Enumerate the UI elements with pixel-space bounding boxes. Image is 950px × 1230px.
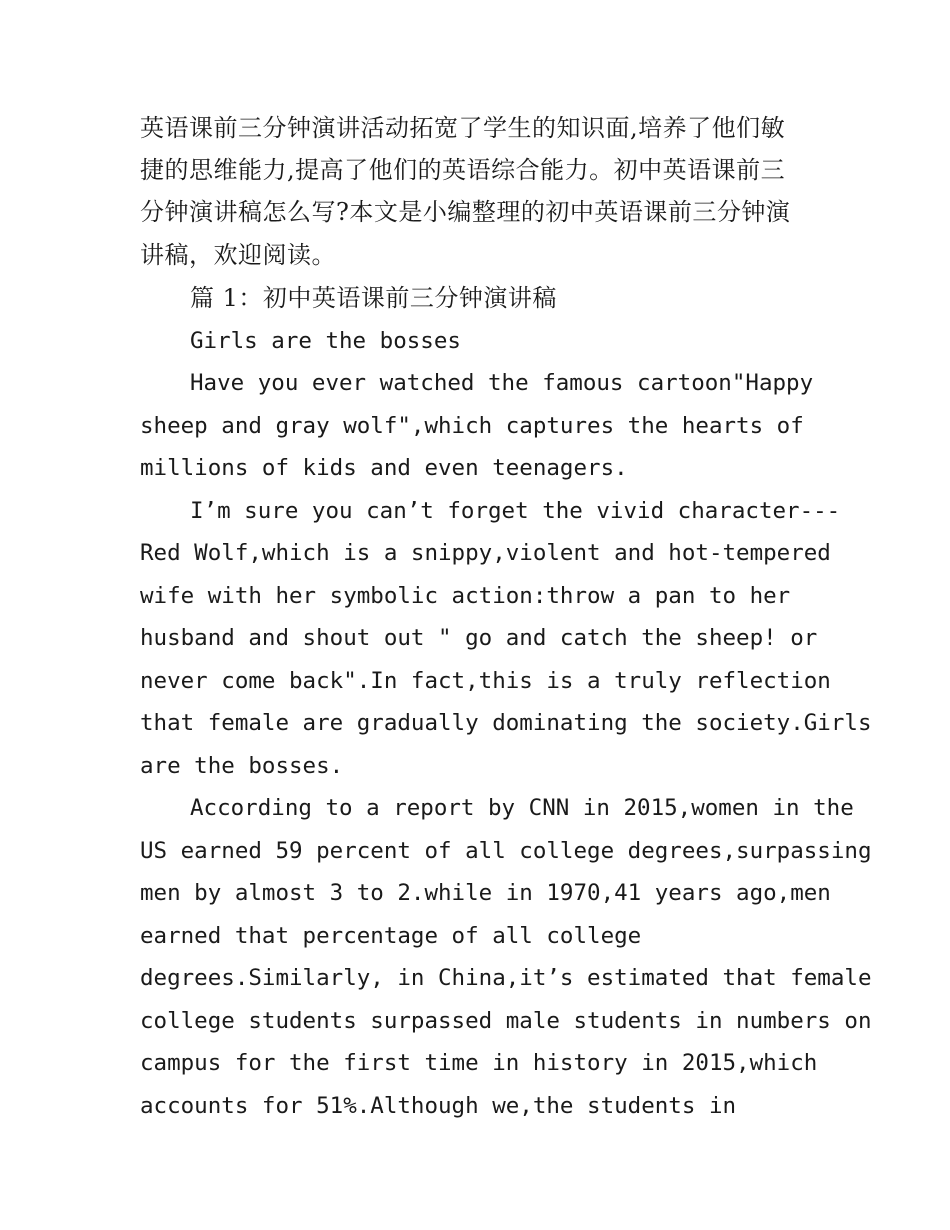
paragraph-2-line-2: Red Wolf,which is a snippy,violent and hot-tempered: [140, 540, 831, 566]
paragraph-1-line-2: sheep and gray wolf",which captures the hearts of: [140, 413, 804, 439]
paragraph-3-line-7: campus for the first time in history in 2015,which: [140, 1050, 818, 1076]
paragraph-1-line-1: Have you ever watched the famous cartoon"Happy: [190, 370, 814, 396]
intro-line-3: 分钟演讲稿怎么写?本文是小编整理的初中英语课前三分钟演: [140, 198, 791, 226]
paragraph-2-line-4: husband and shout out " go and catch the sheep! or: [140, 625, 818, 651]
paragraph-3-line-4: earned that percentage of all college: [140, 923, 642, 949]
paragraph-2-line-7: are the bosses.: [140, 753, 344, 779]
paragraph-3-line-8: accounts for 51%.Although we,the students in: [140, 1093, 737, 1119]
paragraph-2-line-1: I’m sure you can’t forget the vivid character---: [190, 498, 841, 524]
paragraph-3-line-3: men by almost 3 to 2.while in 1970,41 years ago,men: [140, 880, 831, 906]
paragraph-1-line-3: millions of kids and even teenagers.: [140, 455, 628, 481]
intro-line-2: 捷的思维能力,提高了他们的英语综合能力。初中英语课前三: [140, 156, 786, 184]
paragraph-2-line-5: never come back".In fact,this is a truly reflection: [140, 668, 831, 694]
paragraph-2-line-3: wife with her symbolic action:throw a pan to her: [140, 583, 791, 609]
paragraph-3-line-1: According to a report by CNN in 2015,women in the: [190, 795, 854, 821]
intro-line-1: 英语课前三分钟演讲活动拓宽了学生的知识面,培养了他们敏: [140, 114, 786, 142]
section-heading: 篇 1：初中英语课前三分钟演讲稿: [190, 284, 557, 312]
speech-title: Girls are the bosses: [190, 328, 461, 354]
paragraph-3-line-6: college students surpassed male students in numbers on: [140, 1008, 872, 1034]
paragraph-2-line-6: that female are gradually dominating the society.Girls: [140, 710, 872, 736]
intro-line-4: 讲稿，欢迎阅读。: [140, 241, 336, 269]
paragraph-3-line-2: US earned 59 percent of all college degrees,surpassing: [140, 838, 872, 864]
paragraph-3-line-5: degrees.Similarly, in China,it’s estimated that female: [140, 965, 872, 991]
